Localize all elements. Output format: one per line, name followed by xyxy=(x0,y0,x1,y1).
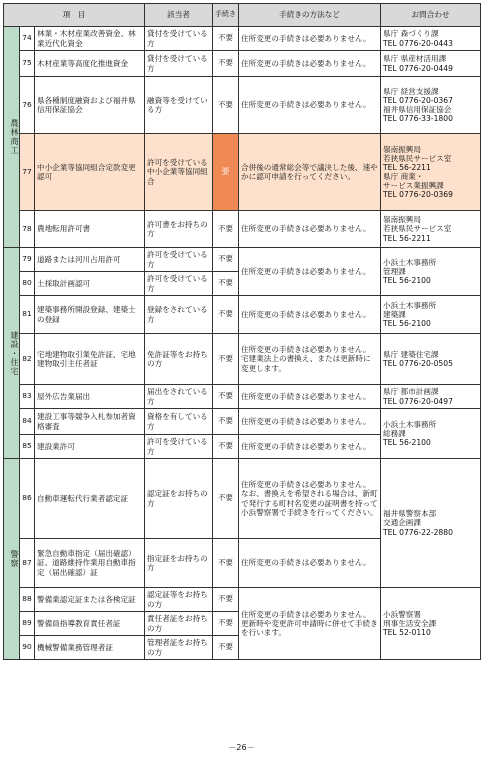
row-method: 住所変更の手続きは必要ありません。 xyxy=(239,211,381,248)
category-agri: 農林商工 xyxy=(4,27,20,248)
row-required: 不要 xyxy=(213,539,239,588)
table-row xyxy=(4,409,481,435)
row-number: 79 xyxy=(20,248,35,272)
contact-line: TEL 0776-22-2880 xyxy=(383,527,453,537)
row-target: 届出をされている方 xyxy=(145,385,213,409)
contact-line: TEL 0776-20-0367 xyxy=(383,95,453,105)
row-contact xyxy=(381,248,481,296)
row-number: 90 xyxy=(20,636,35,660)
row-target: 指定証をお持ちの方 xyxy=(145,539,213,588)
row-item: 機械警備業務管理者証 xyxy=(35,636,145,660)
row-number: 80 xyxy=(20,272,35,296)
table-row xyxy=(4,385,481,409)
contact-line: TEL 56-2100 xyxy=(383,276,431,286)
contact-line: TEL 52-0110 xyxy=(383,628,431,638)
contact-line: TEL 56-2100 xyxy=(383,319,431,329)
contact-line: 県庁 商業・ xyxy=(383,172,424,181)
row-method: 住所変更の手続きは必要ありません。 xyxy=(239,435,381,459)
table-row xyxy=(4,248,481,272)
category-police: 警察 xyxy=(4,459,20,660)
page-number: －26－ xyxy=(228,743,255,752)
row-contact xyxy=(381,296,481,334)
row-target: 許可を受けている方 xyxy=(145,248,213,272)
row-target: 貸付を受けている方 xyxy=(145,27,213,51)
row-number: 77 xyxy=(20,134,35,211)
contact-line: 小浜土木事務所 xyxy=(383,257,437,267)
row-method: 住所変更の手続きは必要ありません。なお、書換えを希望される場合は、新町で発行する町村名変更の証明書を持って小浜警察署で手続きを行ってください。 xyxy=(239,459,381,539)
contact-line: 県庁 経営支援課 xyxy=(383,86,439,96)
row-item: 道路または河川占用許可 xyxy=(35,248,145,272)
table-row xyxy=(4,211,481,248)
row-required: 不要 xyxy=(213,77,239,134)
table-row xyxy=(4,27,481,51)
row-required: 要 xyxy=(213,134,239,211)
row-method: 住所変更の手続きは必要ありません。宅建業法上の書換え、または更新時に変更します。 xyxy=(239,334,381,385)
contact-line: TEL 0776-20-0369 xyxy=(383,190,453,200)
row-item: 建設工事等競争入札参加者資格審査 xyxy=(35,409,145,435)
row-contact xyxy=(381,409,481,459)
contact-line: 小浜土木事務所 xyxy=(383,300,437,310)
row-method: 合併後の通常総会等で議決した後、速やかに認可申請を行ってください。 xyxy=(239,134,381,211)
row-contact xyxy=(381,334,481,385)
header-procedure-required: 手続き xyxy=(213,4,239,27)
row-required: 不要 xyxy=(213,636,239,660)
row-method: 住所変更の手続きは必要ありません。 xyxy=(239,539,381,588)
row-method: 住所変更の手続きは必要ありません。更新時や変更許可申請時に併せて手続きを行います。 xyxy=(239,588,381,660)
row-target: 認定証をお持ちの方 xyxy=(145,459,213,539)
row-item: 中小企業等協同組合定款変更認可 xyxy=(35,134,145,211)
row-required: 不要 xyxy=(213,459,239,539)
contact-line: 小浜警察署 xyxy=(383,609,421,619)
contact-line: 嶺南振興局 xyxy=(383,215,421,225)
contact-line: 刑事生活安全課 xyxy=(383,618,437,628)
row-contact xyxy=(381,459,481,588)
table-row-highlighted xyxy=(4,134,481,211)
table-row xyxy=(4,296,481,334)
row-number: 75 xyxy=(20,51,35,77)
row-item: 土採取計画認可 xyxy=(35,272,145,296)
row-contact xyxy=(381,27,481,51)
contact-line: サービス業振興課 xyxy=(383,181,444,191)
row-target: 融資等を受けている方 xyxy=(145,77,213,134)
category-construction: 建設・住宅 xyxy=(4,248,20,459)
row-contact xyxy=(381,211,481,248)
row-item: 木材産業等高度化推進資金 xyxy=(35,51,145,77)
row-target: 認定証等をお持ちの方 xyxy=(145,588,213,612)
table-row xyxy=(4,588,481,612)
contact-line: 交通企画課 xyxy=(383,518,421,528)
row-number: 84 xyxy=(20,409,35,435)
contact-line: 福井県警察本部 xyxy=(383,509,437,519)
row-item: 林業・木材産業改善資金、林業近代化資金 xyxy=(35,27,145,51)
row-target: 許可を受けている方 xyxy=(145,272,213,296)
row-contact xyxy=(381,385,481,409)
procedures-table xyxy=(3,3,481,660)
row-required: 不要 xyxy=(213,248,239,272)
contact-line: TEL 0776-20-0505 xyxy=(383,359,453,368)
row-required: 不要 xyxy=(213,612,239,636)
contact-line: 県庁 建築住宅課 xyxy=(383,349,439,359)
table-row xyxy=(4,77,481,134)
row-target: 貸付を受けている方 xyxy=(145,51,213,77)
row-number: 87 xyxy=(20,539,35,588)
contact-line: TEL 0776-20-0497 xyxy=(383,396,453,406)
row-number: 78 xyxy=(20,211,35,248)
contact-line: TEL 56-2211 xyxy=(383,233,431,243)
row-number: 83 xyxy=(20,385,35,409)
row-number: 76 xyxy=(20,77,35,134)
header-item: 項 目 xyxy=(4,4,145,27)
row-required: 不要 xyxy=(213,272,239,296)
contact-line: 建築課 xyxy=(383,309,406,319)
row-contact xyxy=(381,134,481,211)
row-number: 82 xyxy=(20,334,35,385)
row-item: 自動車運転代行業者認定証 xyxy=(35,459,145,539)
row-required: 不要 xyxy=(213,51,239,77)
row-item: 建築事務所開設登録、建築士の登録 xyxy=(35,296,145,334)
contact-line: 若狭県民サービス室 xyxy=(383,224,452,234)
contact-line: 県庁 県産材活用課 xyxy=(383,54,447,64)
table-row xyxy=(4,459,481,539)
row-method: 住所変更の手続きは必要ありません。 xyxy=(239,248,381,296)
contact-line: 福井県信用保証協会 xyxy=(383,105,452,114)
row-item: 県各種制度融資および福井県信用保証協会 xyxy=(35,77,145,134)
row-number: 88 xyxy=(20,588,35,612)
row-required: 不要 xyxy=(213,27,239,51)
row-method: 住所変更の手続きは必要ありません。 xyxy=(239,77,381,134)
row-item: 緊急自動車指定（届出確認）証、道路維持作業用自動車指定（届出確認）証 xyxy=(35,539,145,588)
row-target: 許可書をお持ちの方 xyxy=(145,211,213,248)
row-number: 86 xyxy=(20,459,35,539)
contact-line: 嶺南振興局 xyxy=(383,144,421,154)
row-target: 責任者証をお持ちの方 xyxy=(145,612,213,636)
row-target: 登録をされている方 xyxy=(145,296,213,334)
contact-line: 若狭県民サービス室 xyxy=(383,153,452,163)
row-required: 不要 xyxy=(213,385,239,409)
row-contact xyxy=(381,588,481,660)
contact-line: TEL 56-2100 xyxy=(383,438,431,448)
row-method: 住所変更の手続きは必要ありません。 xyxy=(239,296,381,334)
row-target: 管理者証をお持ちの方 xyxy=(145,636,213,660)
row-item: 屋外広告業届出 xyxy=(35,385,145,409)
table-row xyxy=(4,51,481,77)
row-target: 免許証等をお持ちの方 xyxy=(145,334,213,385)
row-required: 不要 xyxy=(213,334,239,385)
contact-line: TEL 0776-33-1800 xyxy=(383,114,453,124)
row-method: 住所変更の手続きは必要ありません。 xyxy=(239,51,381,77)
row-number: 85 xyxy=(20,435,35,459)
header-target: 該当者 xyxy=(145,4,213,27)
row-required: 不要 xyxy=(213,211,239,248)
contact-line: TEL 0776-20-0449 xyxy=(383,63,453,73)
row-required: 不要 xyxy=(213,588,239,612)
row-item: 農地転用許可書 xyxy=(35,211,145,248)
row-method: 住所変更の手続きは必要ありません。 xyxy=(239,409,381,435)
row-number: 89 xyxy=(20,612,35,636)
contact-line: 総務課 xyxy=(383,428,406,438)
row-item: 宅地建物取引業免許証、宅地建物取引主任者証 xyxy=(35,334,145,385)
row-number: 81 xyxy=(20,296,35,334)
row-required: 不要 xyxy=(213,296,239,334)
row-item: 建設業許可 xyxy=(35,435,145,459)
row-target: 許可を受けている方 xyxy=(145,435,213,459)
row-required: 不要 xyxy=(213,409,239,435)
contact-line: TEL 0776-20-0443 xyxy=(383,38,453,48)
row-target: 許可を受けている中小企業等協同組合 xyxy=(145,134,213,211)
table-row xyxy=(4,334,481,385)
contact-line: 管理課 xyxy=(383,266,406,276)
row-contact xyxy=(381,77,481,134)
row-required: 不要 xyxy=(213,435,239,459)
row-number: 74 xyxy=(20,27,35,51)
row-method: 住所変更の手続きは必要ありません。 xyxy=(239,27,381,51)
header-method: 手続きの方法など xyxy=(239,4,381,27)
row-target: 資格を有している方 xyxy=(145,409,213,435)
table-header-row xyxy=(4,4,481,27)
contact-line: 県庁 森づくり課 xyxy=(383,29,439,39)
row-item: 警備員指導教育責任者証 xyxy=(35,612,145,636)
row-method: 住所変更の手続きは必要ありません。 xyxy=(239,385,381,409)
contact-line: 小浜土木事務所 xyxy=(383,419,437,429)
row-contact xyxy=(381,51,481,77)
contact-line: TEL 56-2211 xyxy=(383,162,431,172)
contact-line: 県庁 都市計画課 xyxy=(383,387,439,397)
row-item: 警備業認定証または各検定証 xyxy=(35,588,145,612)
header-contact: お問合わせ xyxy=(381,4,481,27)
